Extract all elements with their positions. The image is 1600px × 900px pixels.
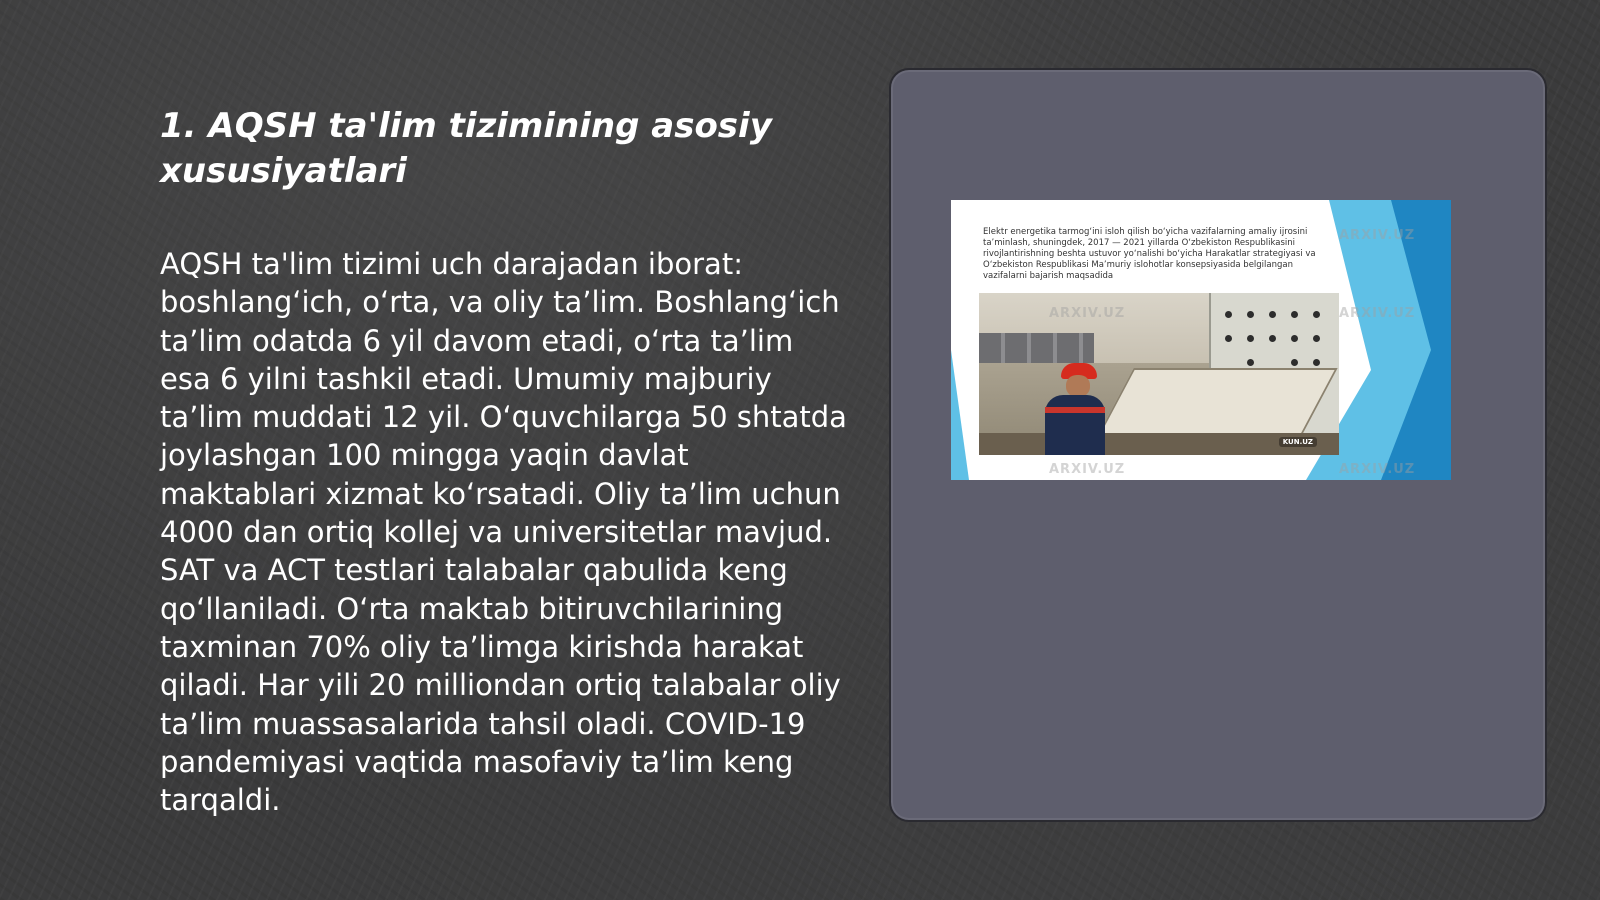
watermark: ARXIV.UZ — [1049, 306, 1126, 321]
watermark: ARXIV.UZ — [1339, 462, 1416, 477]
worker-in-red-helmet — [1039, 363, 1109, 455]
watermark: ARXIV.UZ — [1049, 462, 1126, 477]
control-room-photo — [979, 293, 1339, 455]
watermark: ARXIV.UZ — [1339, 306, 1416, 321]
slide-title: 1. AQSH ta'lim tizimining asosiy xususiyatlari — [160, 106, 772, 191]
media-panel — [889, 68, 1547, 822]
photo-chairs — [979, 333, 1094, 363]
embedded-caption: Elektr energetika tarmog‘ini isloh qilish bo‘yicha vazifalarning amaliy ijrosini ta’minlash, shuningdek, 2017 — 2021 yillarda O‘zbekiston Respublikasini rivojlantirishning beshta ustuvor yo‘nalishi bo‘yicha Harakatlar strategiyasi va O‘zbekiston Respublikasi Ma’muriy islohotlar konsepsiyasida belgilangan vazifalarni bajarish maqsadida — [983, 227, 1316, 281]
slide-body-text: AQSH ta'lim tizimi uch darajadan iborat: boshlang‘ich, o‘rta, va oliy ta’lim. Boshlang‘ich ta’lim odatda 6 yil davom etadi, o‘rta ta’lim esa 6 yilni tashkil etadi. Umumiy majburiy ta’lim muddati 12 yil. O‘quvchilarga 50 shtatda joylashgan 100 mingga yaqin davlat maktablari xizmat ko‘rsatadi. Oliy ta’lim uchun 4000 dan ortiq kollej va universitetlar mavjud. SAT va ACT testlari talabalar qabulida keng qo‘llaniladi. O‘rta maktab bitiruvchilarining taxminan 70% oliy ta’limga kirishda harakat qiladi. Har yili 20 milliondan ortiq talabalar oliy ta’lim muassasalarida tahsil oladi. COVID-19 pandemiyasi vaqtida masofaviy ta’lim keng tarqaldi. — [160, 247, 847, 818]
control-desk — [1094, 368, 1337, 442]
embedded-slide-image — [951, 200, 1451, 480]
kun-uz-logo: KUN.UZ — [1279, 437, 1317, 447]
watermark: ARXIV.UZ — [1339, 228, 1416, 243]
